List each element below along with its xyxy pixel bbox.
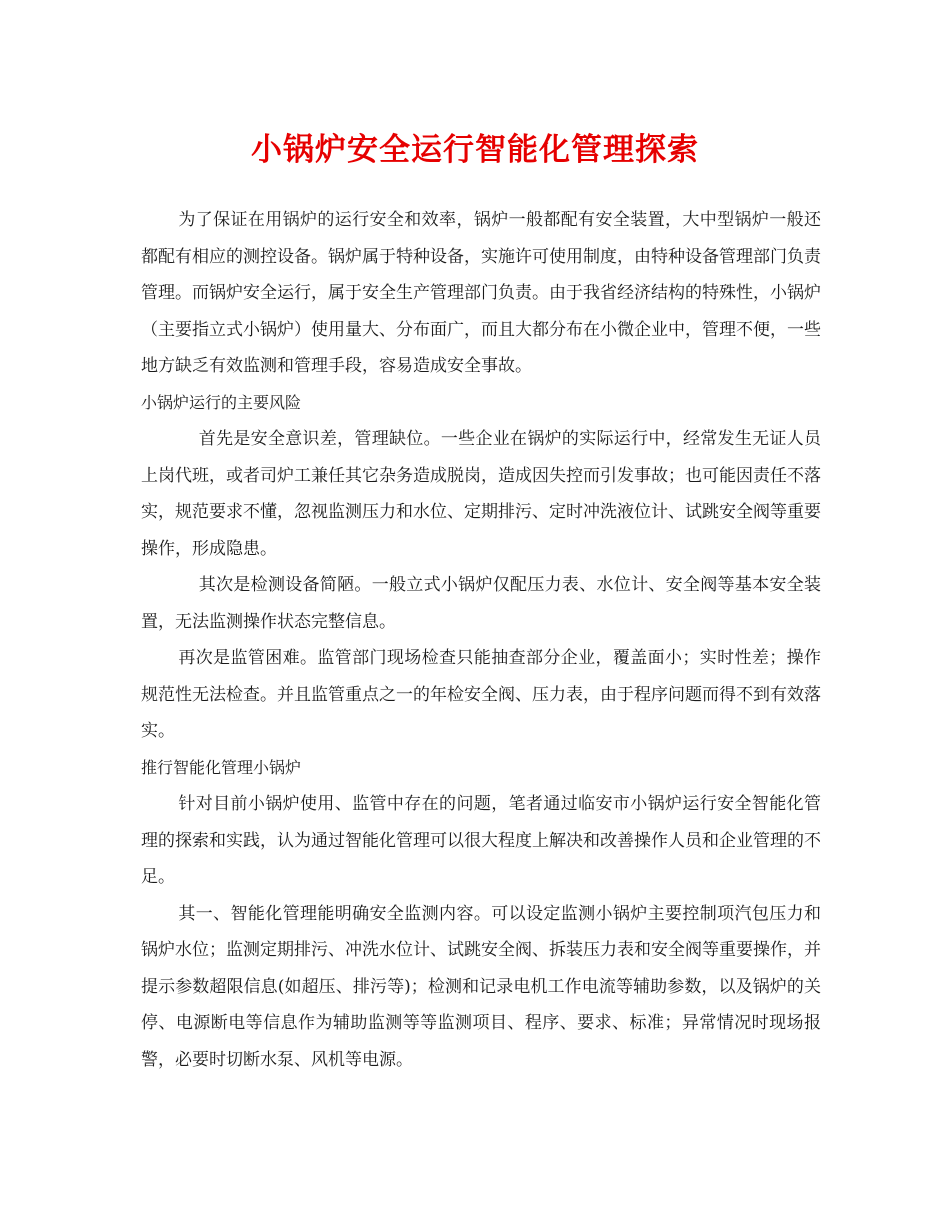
section-heading-risks: 小锅炉运行的主要风险 bbox=[141, 392, 302, 412]
paragraph-risk-supervision: 再次是监管困难。监管部门现场检查只能抽查部分企业，覆盖面小；实时性差；操作规范性无法检查。并且监管重点之一的年检安全阀、压力表，由于程序问题而得不到有效落实。 bbox=[141, 648, 821, 741]
paragraph-smart-monitoring: 其一、智能化管理能明确安全监测内容。可以设定监测小锅炉主要控制项汽包压力和锅炉水位；监测定期排污、冲洗水位计、试跳安全阀、拆装压力表和安全阀等重要操作，并提示参数超限信息(如超压、排污等)；检测和记录电机工作电流等辅助参数，以及锅炉的关停、电源断电等信息作为辅助监测等等监测项目、程序、要求、标准；异常情况时现场报警，必要时切断水泵、风机等电源。 bbox=[141, 903, 821, 1070]
paragraph-risk-equipment: 其次是检测设备简陋。一般立式小锅炉仅配压力表、水位计、安全阀等基本安全装置，无法监测操作状态完整信息。 bbox=[141, 575, 821, 632]
paragraph-smart-intro: 针对目前小锅炉使用、监管中存在的问题，笔者通过临安市小锅炉运行安全智能化管理的探索和实践，认为通过智能化管理可以很大程度上解决和改善操作人员和企业管理的不足。 bbox=[141, 794, 821, 887]
paragraph-intro: 为了保证在用锅炉的运行安全和效率，锅炉一般都配有安全装置，大中型锅炉一般还都配有相应的测控设备。锅炉属于特种设备，实施许可使用制度，由特种设备管理部门负责管理。而锅炉安全运行，属于安全生产管理部门负责。由于我省经济结构的特殊性，小锅炉（主要指立式小锅炉）使用量大、分布面广，而且大都分布在小微企业中，管理不便，一些地方缺乏有效监测和管理手段，容易造成安全事故。 bbox=[141, 210, 821, 376]
paragraph-risk-awareness: 首先是安全意识差，管理缺位。一些企业在锅炉的实际运行中，经常发生无证人员上岗代班，或者司炉工兼任其它杂务造成脱岗，造成因失控而引发事故；也可能因责任不落实，规范要求不懂，忽视监测压力和水位、定期排污、定时冲洗液位计、试跳安全阀等重要操作，形成隐患。 bbox=[141, 429, 821, 559]
document-title: 小锅炉安全运行智能化管理探索 bbox=[251, 132, 699, 168]
document-body bbox=[141, 202, 821, 1078]
section-heading-smart-management: 推行智能化管理小锅炉 bbox=[141, 757, 302, 777]
